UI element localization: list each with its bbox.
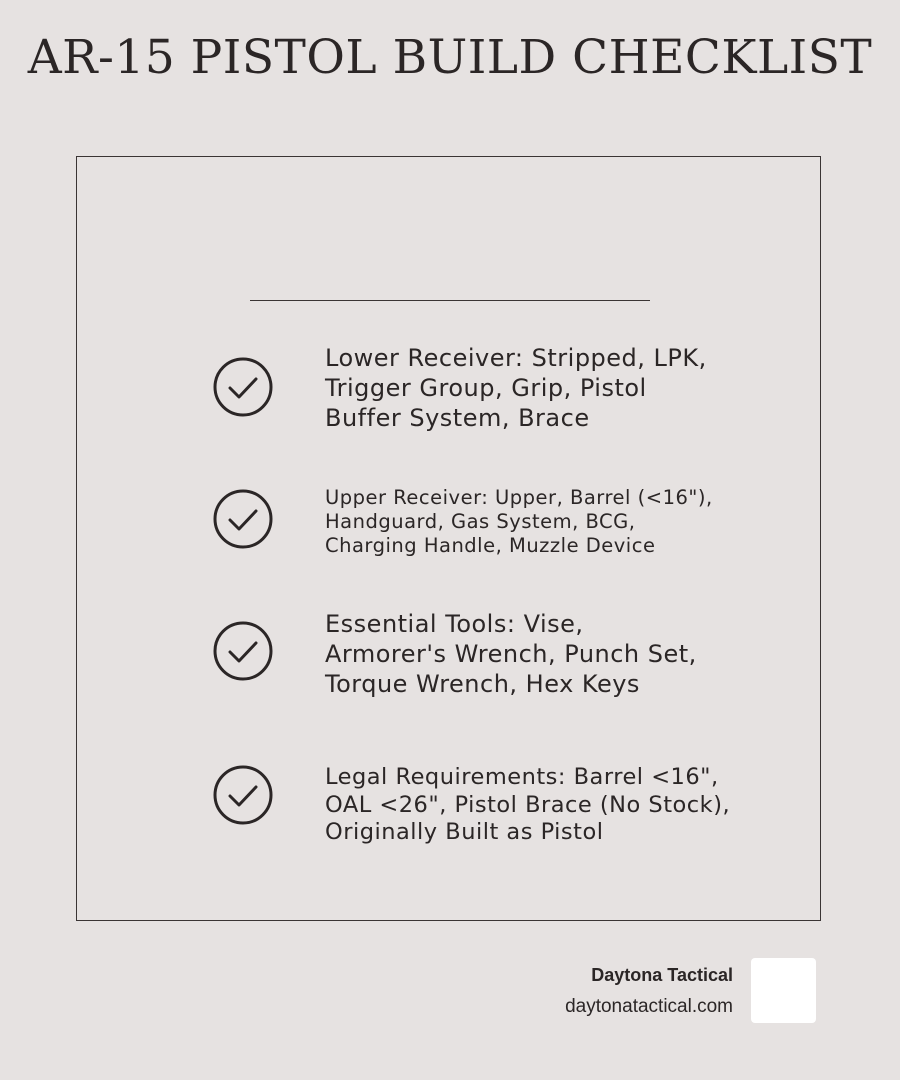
brand-logo-placeholder (751, 958, 816, 1023)
item-line: Handguard, Gas System, BCG, (325, 510, 636, 533)
check-circle-icon (213, 357, 273, 417)
checklist-item-text (325, 486, 765, 558)
checklist-item-text (325, 764, 765, 847)
footer-brand-name: Daytona Tactical (591, 965, 733, 985)
page-title: AR-15 PISTOL BUILD CHECKLIST (27, 30, 873, 85)
item-line: Lower Receiver: Stripped, LPK, (325, 344, 707, 372)
item-line: Trigger Group, Grip, Pistol (325, 374, 647, 402)
check-circle-icon (213, 621, 273, 681)
check-circle-icon (213, 765, 273, 825)
item-line: Charging Handle, Muzzle Device (325, 534, 656, 557)
item-line: OAL <26", Pistol Brace (No Stock), (325, 791, 731, 818)
item-line: Torque Wrench, Hex Keys (325, 670, 640, 698)
checklist-item-text (325, 609, 765, 699)
checklist-item-text (325, 343, 765, 433)
item-line: Armorer's Wrench, Punch Set, (325, 640, 697, 668)
item-line: Essential Tools: Vise, (325, 610, 584, 638)
footer-website-link[interactable]: daytonatactical.com (565, 996, 733, 1017)
divider-line (250, 300, 650, 301)
item-line: Originally Built as Pistol (325, 819, 604, 845)
item-line: Legal Requirements: Barrel <16", (325, 764, 719, 790)
check-circle-icon (213, 489, 273, 549)
item-line: Upper Receiver: Upper, Barrel (<16"), (325, 486, 713, 509)
item-line: Buffer System, Brace (325, 404, 590, 432)
